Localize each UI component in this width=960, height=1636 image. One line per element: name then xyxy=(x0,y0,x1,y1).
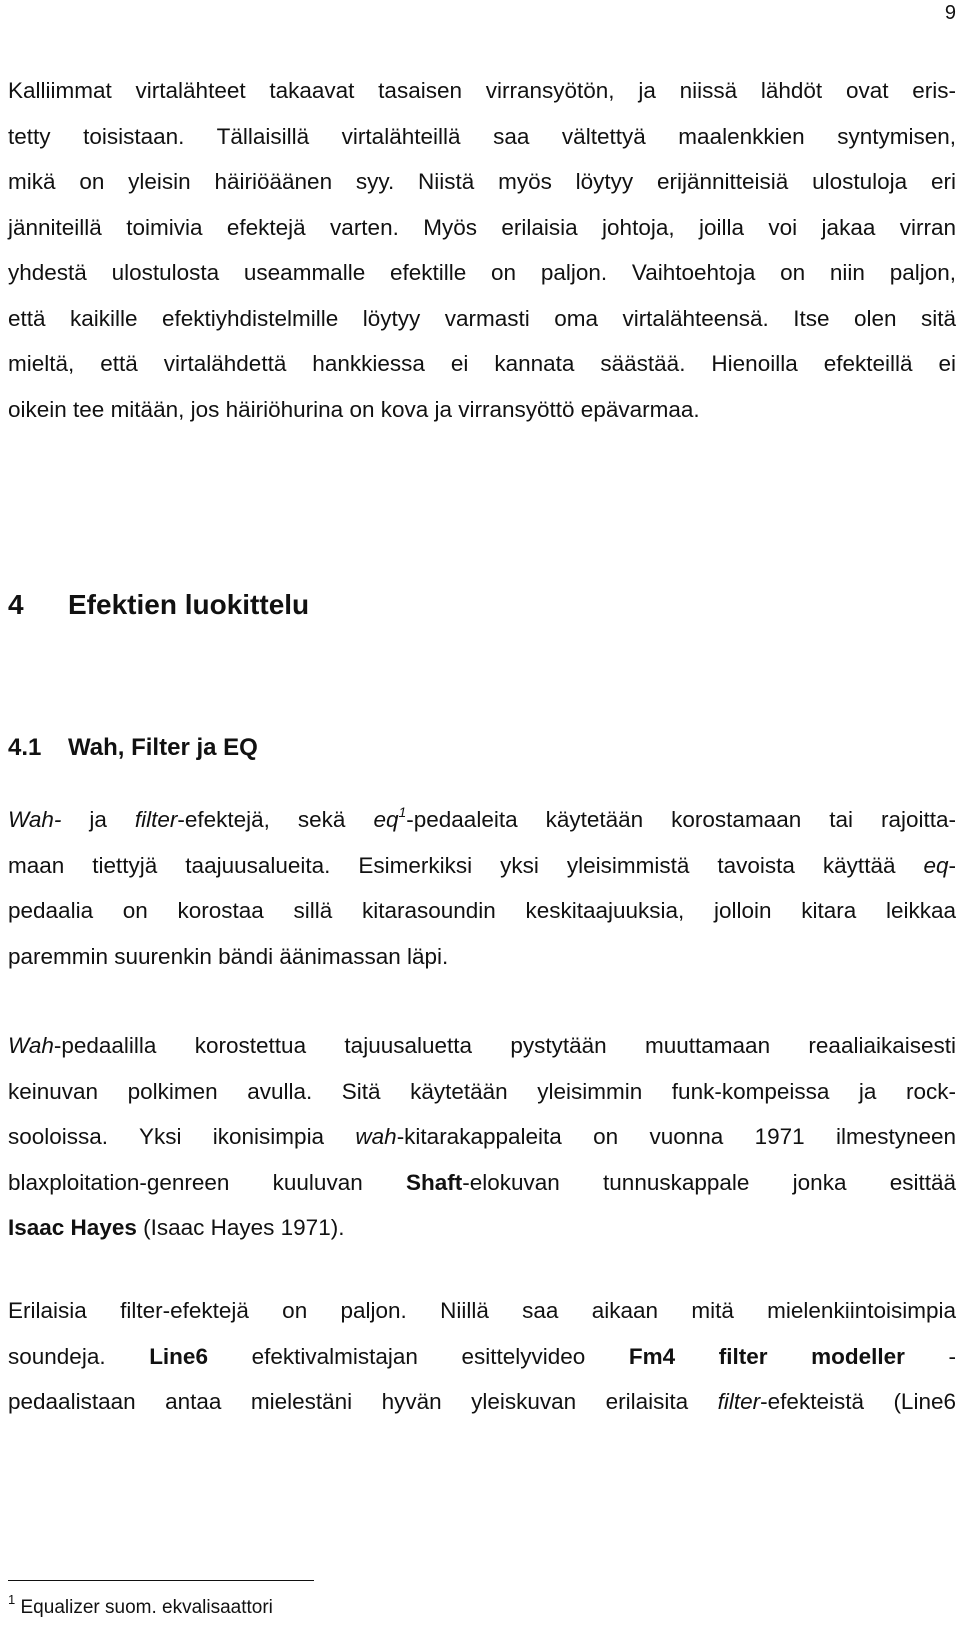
footnote-divider xyxy=(8,1580,314,1581)
text-line: tetty toisistaan. Tällaisillä virtalähteillä saa vältettyä maalenkkien syntymisen, xyxy=(8,123,956,149)
text-line: pedaalistaan antaa mielestäni hyvän yleiskuvan erilaisita filter-efekteistä (Line6 xyxy=(8,1389,956,1414)
text-line: että kaikille efektiyhdistelmille löytyy varmasti oma virtalähteensä. Itse olen sitä xyxy=(8,305,956,331)
italic-term: filter xyxy=(717,1389,761,1414)
footnote xyxy=(8,1592,273,1620)
footnote-text: Equalizer suom. ekvalisaattori xyxy=(15,1597,273,1618)
text-line: Erilaisia filter-efektejä on paljon. Niillä saa aikaan mitä mielenkiintoisimpia xyxy=(8,1298,956,1323)
text-line: yhdestä ulostulosta useammalle efektille on paljon. Vaihtoehtoja on niin paljon, xyxy=(8,260,956,285)
section-title: Efektien luokittelu xyxy=(68,589,310,620)
bold-term: Fm4 filter modeller xyxy=(628,1343,905,1369)
text-line: pedaalia on korostaa sillä kitarasoundin keskitaajuuksia, jolloin kitara leikkaa xyxy=(8,898,956,923)
italic-term: eq xyxy=(373,807,399,832)
italic-term: eq xyxy=(923,852,949,878)
subsection-heading xyxy=(8,733,258,763)
text-line: Wah-pedaalilla korostettua tajuusaluetta pystytään muuttamaan reaaliaikaisesti xyxy=(8,1033,956,1058)
bold-term: Line6 xyxy=(149,1343,208,1369)
section-heading xyxy=(8,588,309,622)
subsection-number: 4.1 xyxy=(8,734,42,761)
footnote-marker: 1 xyxy=(8,1592,16,1607)
text-line: jänniteillä toimivia efektejä varten. Myös erilaisia johtoja, joilla voi jakaa virran xyxy=(8,214,956,240)
paragraph-power-supplies xyxy=(8,68,956,432)
text-line: maan tiettyjä taajuusalueita. Esimerkiksi yksi yleisimmistä tavoista käyttää eq- xyxy=(8,852,956,878)
text-line: mieltä, että virtalähdettä hankkiessa ei kannata säästää. Hienoilla efekteillä ei xyxy=(8,351,956,376)
bold-term: Shaft xyxy=(405,1169,463,1195)
section-number: 4 xyxy=(8,589,24,620)
italic-term: wah xyxy=(355,1124,397,1149)
page-number: 9 xyxy=(944,2,956,24)
text-line: keinuvan polkimen avulla. Sitä käytetään yleisimmin funk-kompeissa ja rock- xyxy=(8,1078,956,1104)
text-line: sooloissa. Yksi ikonisimpia wah-kitarakappaleita on vuonna 1971 ilmestyneen xyxy=(8,1124,956,1149)
footnote-reference[interactable]: 1 xyxy=(398,804,407,820)
bold-term: Isaac Hayes xyxy=(8,1215,137,1240)
paragraph-wah-filter-eq xyxy=(8,797,956,979)
paragraph-wah-pedal xyxy=(8,1023,956,1251)
italic-term: filter xyxy=(134,807,178,832)
text-line: oikein tee mitään, jos häiriöhurina on kova ja virransyöttö epävarmaa. xyxy=(8,396,700,422)
text-line: Kalliimmat virtalähteet takaavat tasaisen virransyötön, ja niissä lähdöt ovat eris- xyxy=(8,78,956,103)
subsection-title: Wah, Filter ja EQ xyxy=(68,734,258,761)
italic-term: Wah xyxy=(8,1033,54,1058)
paragraph-filter-effects xyxy=(8,1288,956,1425)
text-line: soundeja. Line6 efektivalmistajan esittelyvideo Fm4 filter modeller - xyxy=(8,1343,956,1369)
text-line: Isaac Hayes (Isaac Hayes 1971). xyxy=(8,1215,345,1240)
text-line: Wah- ja filter-efektejä, sekä $eq^1$-pedaaleita käytetään korostamaan tai rajoitta- xyxy=(8,804,956,832)
italic-term: Wah- xyxy=(8,807,62,832)
text-line: blaxploitation-genreen kuuluvan Shaft-elokuvan tunnuskappale jonka esittää xyxy=(8,1169,956,1195)
text-line: mikä on yleisin häiriöäänen syy. Niistä myös löytyy erijännitteisiä ulostuloja eri xyxy=(8,169,956,194)
text-line: paremmin suurenkin bändi äänimassan läpi. xyxy=(8,943,449,969)
